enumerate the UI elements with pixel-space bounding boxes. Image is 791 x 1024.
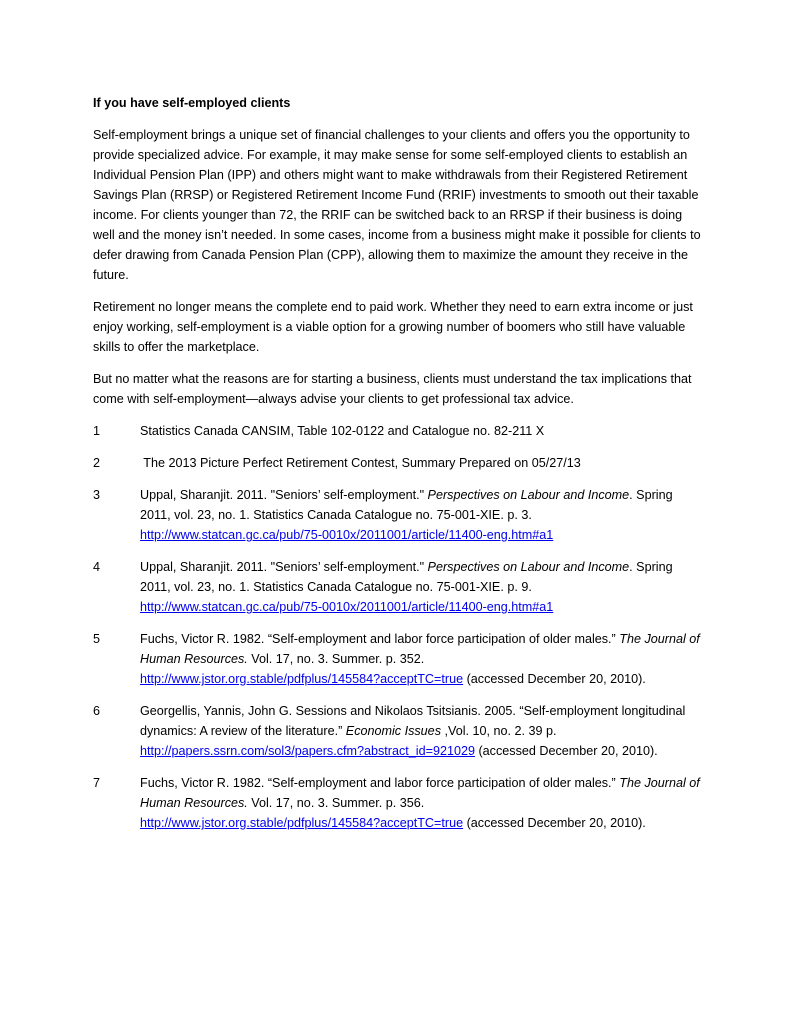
footnote-7 xyxy=(93,773,703,833)
citation-journal: Perspectives on Labour and Income xyxy=(427,488,630,502)
citation-details: Vol. 17, no. 3. Summer. p. 356. xyxy=(247,796,425,810)
citation-accessed: (accessed December 20, 2010). xyxy=(463,672,646,686)
footnote-text: The 2013 Picture Perfect Retirement Contest, Summary Prepared on 05/27/13 xyxy=(140,456,581,470)
paragraph-1: Self-employment brings a unique set of financial challenges to your clients and offers you the opportunity to provide specialized advice. For example, it may make sense for some self-employed clients to establish an Individual Pension Plan (IPP) and others might want to make withdrawals from their Registered Retirement Savings Plan (RRSP) or Registered Retirement Income Fund (RRIF) investments to smooth out their taxable income. For clients younger than 72, the RRIF can be switched back to an RRSP if their business is doing well and the money isn’t needed. In some cases, income from a business might make it possible for clients to defer drawing from Canada Pension Plan (CPP), allowing them to maximize the amount they receive in the future. xyxy=(93,128,701,282)
footnote-body xyxy=(140,557,703,617)
citation-details: ,Vol. 10, no. 2. 39 p. xyxy=(441,724,557,738)
footnote-number: 1 xyxy=(93,424,101,438)
footnote-body xyxy=(140,773,703,833)
footnote-5 xyxy=(93,629,703,689)
citation-journal: Economic Issues xyxy=(345,724,441,738)
citation-details: . Spring 2011, vol. 23, no. 1. Statistics Canada Catalogue no. 75-001-XIE. p. 9. xyxy=(140,560,673,594)
citation-link[interactable]: http://www.statcan.gc.ca/pub/75-0010x/2011001/article/11400-eng.htm#a1 xyxy=(140,528,554,542)
footnote-text: Statistics Canada CANSIM, Table 102-0122 and Catalogue no. 82-211 X xyxy=(140,424,545,438)
citation-accessed: (accessed December 20, 2010). xyxy=(463,816,646,830)
citation-link[interactable]: http://www.statcan.gc.ca/pub/75-0010x/2011001/article/11400-eng.htm#a1 xyxy=(140,600,554,614)
section-heading: If you have self-employed clients xyxy=(93,96,291,110)
footnote-body xyxy=(140,701,703,761)
footnote-number: 7 xyxy=(93,776,101,790)
footnote-body xyxy=(140,629,703,689)
citation-link[interactable]: http://papers.ssrn.com/sol3/papers.cfm?abstract_id=921029 xyxy=(140,744,475,758)
footnote-number: 2 xyxy=(93,456,101,470)
paragraph-3: But no matter what the reasons are for starting a business, clients must understand the tax implications that come with self-employment—always advise your clients to get professional tax advice. xyxy=(93,372,692,406)
citation-link[interactable]: http://www.jstor.org.stable/pdfplus/145584?acceptTC=true xyxy=(140,816,464,830)
citation-author-title: Fuchs, Victor R. 1982. “Self-employment and labor force participation of older males.” xyxy=(140,776,620,790)
paragraph-2: Retirement no longer means the complete end to paid work. Whether they need to earn extra income or just enjoy working, self-employment is a viable option for a growing number of boomers who still have valuable skills to offer the marketplace. xyxy=(93,300,693,354)
footnote-4 xyxy=(93,557,703,617)
citation-link[interactable]: http://www.jstor.org.stable/pdfplus/145584?acceptTC=true xyxy=(140,672,464,686)
footnote-1 xyxy=(93,421,703,441)
footnote-number: 4 xyxy=(93,560,101,574)
footnote-6 xyxy=(93,701,703,761)
document-page xyxy=(93,93,703,845)
footnote-2 xyxy=(93,453,703,473)
citation-journal: Perspectives on Labour and Income xyxy=(427,560,630,574)
footnote-number: 6 xyxy=(93,704,101,718)
citation-author-title: Georgellis, Yannis, John G. Sessions and Nikolaos Tsitsianis. 2005. “Self-employment longitudinal dynamics: A review of the literature.” xyxy=(140,704,686,738)
citation-author-title: Uppal, Sharanjit. 2011. "Seniors’ self-employment." xyxy=(140,488,428,502)
citation-author-title: Fuchs, Victor R. 1982. “Self-employment and labor force participation of older males.” xyxy=(140,632,620,646)
citation-author-title: Uppal, Sharanjit. 2011. "Seniors’ self-employment." xyxy=(140,560,428,574)
citation-journal: The Journal of Human Resources. xyxy=(140,632,700,666)
citation-journal: The Journal of Human Resources. xyxy=(140,776,700,810)
footnote-body xyxy=(140,485,703,545)
citation-details: . Spring 2011, vol. 23, no. 1. Statistics Canada Catalogue no. 75-001-XIE. p. 3. xyxy=(140,488,673,522)
citation-accessed: (accessed December 20, 2010). xyxy=(474,744,658,758)
citation-details: Vol. 17, no. 3. Summer. p. 352. xyxy=(247,652,425,666)
footnote-number: 5 xyxy=(93,632,101,646)
footnote-number: 3 xyxy=(93,488,101,502)
footnote-3 xyxy=(93,485,703,545)
